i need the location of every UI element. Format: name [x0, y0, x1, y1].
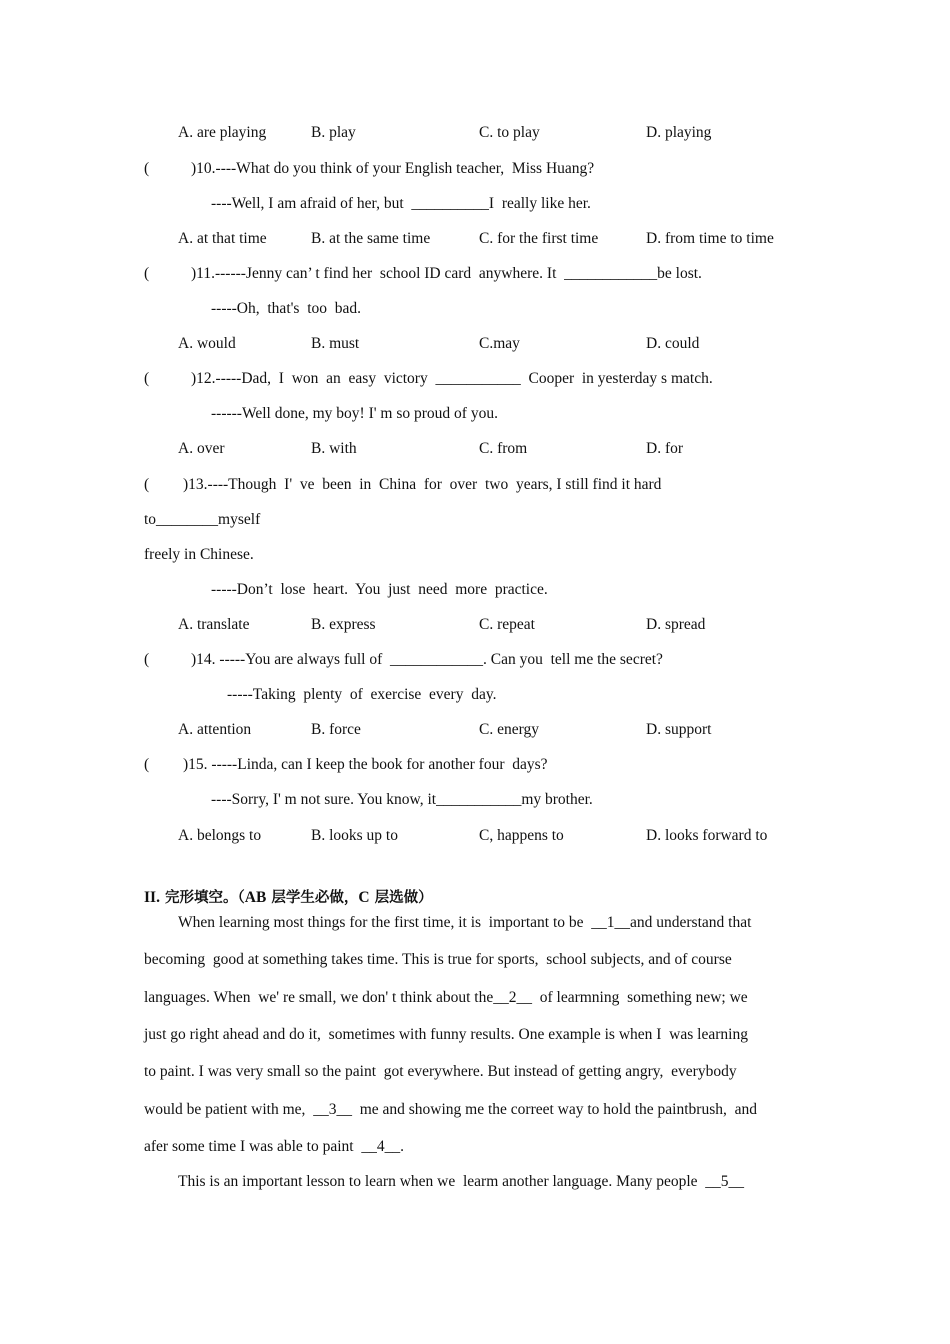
option-c: C. to play	[479, 124, 540, 141]
option-b: B. at the same time	[311, 230, 431, 247]
question-stem-cont: to________myself	[144, 511, 261, 528]
answer-blank: ___________	[435, 370, 521, 387]
answer-blank: ____________	[564, 265, 658, 282]
passage-line: to paint. I was very small so the paint got everywhere. But instead of getting angry, everybody	[144, 1063, 737, 1080]
question-reply: -----Taking plenty of exercise every day.	[227, 686, 497, 703]
passage-line: becoming good at something takes time. This is true for sports, school subjects, and of course	[144, 951, 732, 968]
option-a: A. attention	[178, 721, 252, 738]
option-b: B. must	[311, 335, 360, 352]
option-c: C. repeat	[479, 616, 535, 633]
question-reply: ------Well done, my boy! I' m so proud of you.	[211, 405, 498, 422]
section-heading: II. 完形填空。（AB 层学生必做，C 层选做）	[144, 889, 433, 906]
answer-blank: ___________	[436, 791, 522, 808]
question-stem: )12.-----Dad, I won an easy victory ___________ Cooper in yesterday s match.	[191, 370, 713, 387]
question-reply: -----Don’t lose heart. You just need more practice.	[211, 581, 548, 598]
answer-blank: ____________	[390, 651, 484, 668]
answer-paren: (	[144, 265, 150, 282]
question-reply: ----Well, I am afraid of her, but __________I really like her.	[211, 195, 591, 212]
option-c: C. energy	[479, 721, 539, 738]
question-stem-cont: freely in Chinese.	[144, 546, 254, 563]
cloze-blank-4: __4__	[361, 1138, 401, 1155]
passage-line: This is an important lesson to learn when we learm another language. Many people __5__	[178, 1173, 745, 1190]
question-stem: )14. -----You are always full of ____________. Can you tell me the secret?	[191, 651, 663, 668]
answer-paren: (	[144, 370, 150, 387]
answer-paren: (	[144, 756, 150, 773]
passage-line: When learning most things for the first time, it is important to be __1__and understand that	[178, 914, 752, 931]
option-d: D. from time to time	[646, 230, 774, 247]
option-a: A. are playing	[178, 124, 267, 141]
cloze-blank-1: __1__	[591, 914, 631, 931]
question-stem: )13.----Though I' ve been in China for over two years, I still find it hard	[183, 476, 662, 493]
answer-paren: (	[144, 476, 150, 493]
option-a: A. translate	[178, 616, 250, 633]
passage-line: afer some time I was able to paint __4__.	[144, 1138, 404, 1155]
option-c: C. from	[479, 440, 528, 457]
answer-paren: (	[144, 160, 150, 177]
option-d: D. support	[646, 721, 712, 738]
option-c: C.may	[479, 335, 520, 352]
question-reply: ----Sorry, I' m not sure. You know, it___________my brother.	[211, 791, 593, 808]
option-d: D. could	[646, 335, 700, 352]
option-b: B. looks up to	[311, 827, 398, 844]
option-d: D. looks forward to	[646, 827, 768, 844]
passage-line: just go right ahead and do it, sometimes with funny results. One example is when I was learning	[144, 1026, 748, 1043]
option-d: D. playing	[646, 124, 712, 141]
option-a: A. would	[178, 335, 236, 352]
answer-paren: (	[144, 651, 150, 668]
question-stem: )10.----What do you think of your English teacher, Miss Huang?	[191, 160, 595, 177]
option-d: D. spread	[646, 616, 706, 633]
cloze-blank-5: __5__	[705, 1173, 745, 1190]
question-stem: )11.------Jenny can’ t find her school ID card anywhere. It ____________be lost.	[191, 265, 702, 282]
option-b: B. with	[311, 440, 357, 457]
option-b: B. express	[311, 616, 376, 633]
option-a: A. over	[178, 440, 225, 457]
cloze-blank-3: __3__	[313, 1101, 352, 1118]
cloze-blank-2: __2__	[493, 989, 532, 1006]
option-c: C. for the first time	[479, 230, 599, 247]
passage-line: would be patient with me, __3__ me and showing me the correet way to hold the paintbrush, and	[144, 1101, 757, 1118]
option-b: B. force	[311, 721, 361, 738]
option-d: D. for	[646, 440, 684, 457]
option-a: A. belongs to	[178, 827, 262, 844]
option-a: A. at that time	[178, 230, 267, 247]
option-c: C, happens to	[479, 827, 564, 844]
option-b: B. play	[311, 124, 356, 141]
answer-blank: __________	[411, 195, 489, 212]
passage-line: languages. When we' re small, we don' t think about the__2__ of learmning something new; we	[144, 989, 748, 1006]
question-stem: )15. -----Linda, can I keep the book for another four days?	[183, 756, 548, 773]
question-reply: -----Oh, that's too bad.	[211, 300, 362, 317]
